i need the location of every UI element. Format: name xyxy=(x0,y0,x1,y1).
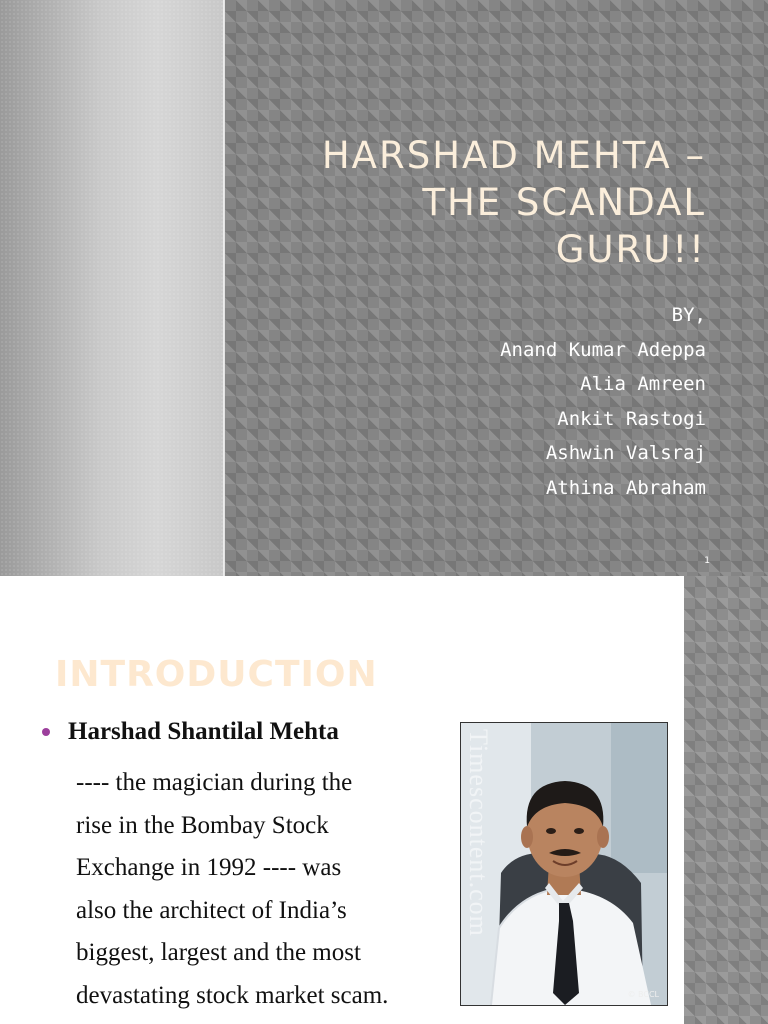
author-list-item: BY, xyxy=(671,304,706,326)
body-line: also the architect of India’s xyxy=(76,896,347,924)
slide-title: HARSHAD MEHTA – THE SCANDAL GURU!! xyxy=(321,134,706,271)
slide-number: 1 xyxy=(704,556,710,566)
photo-watermark xyxy=(460,723,499,1005)
introduction-slide xyxy=(0,576,768,1024)
author-list-item: Alia Amreen xyxy=(580,373,706,395)
author-list xyxy=(306,298,706,505)
photo-watermark-text: Timescontent.com xyxy=(464,729,493,937)
body-line: biggest, largest and the most xyxy=(76,939,361,966)
bullet-icon xyxy=(42,728,50,736)
portrait-photo xyxy=(460,722,668,1006)
body-line: devastating stock market scam. xyxy=(76,981,389,1009)
body-line: Exchange in 1992 ---- was xyxy=(76,854,342,881)
introduction-heading: INTRODUCTION xyxy=(55,654,378,695)
author-list-item: Ankit Rastogi xyxy=(557,407,706,430)
photo-credit: © BCCL xyxy=(627,990,659,999)
body-line: rise in the Bombay Stock xyxy=(76,811,329,839)
author-list-item: Ashwin Valsraj xyxy=(545,442,706,464)
bullet-lead-text: Harshad Shantilal Mehta xyxy=(68,718,339,745)
body-line: ---- the magician during the xyxy=(76,769,353,796)
title-slide-left-panel xyxy=(0,0,224,576)
introduction-slide-pattern-stripe xyxy=(684,576,768,1024)
author-list-item: Anand Kumar Adeppa xyxy=(500,338,706,361)
author-list-item: Athina Abraham xyxy=(545,476,706,499)
introduction-body xyxy=(76,762,466,1017)
